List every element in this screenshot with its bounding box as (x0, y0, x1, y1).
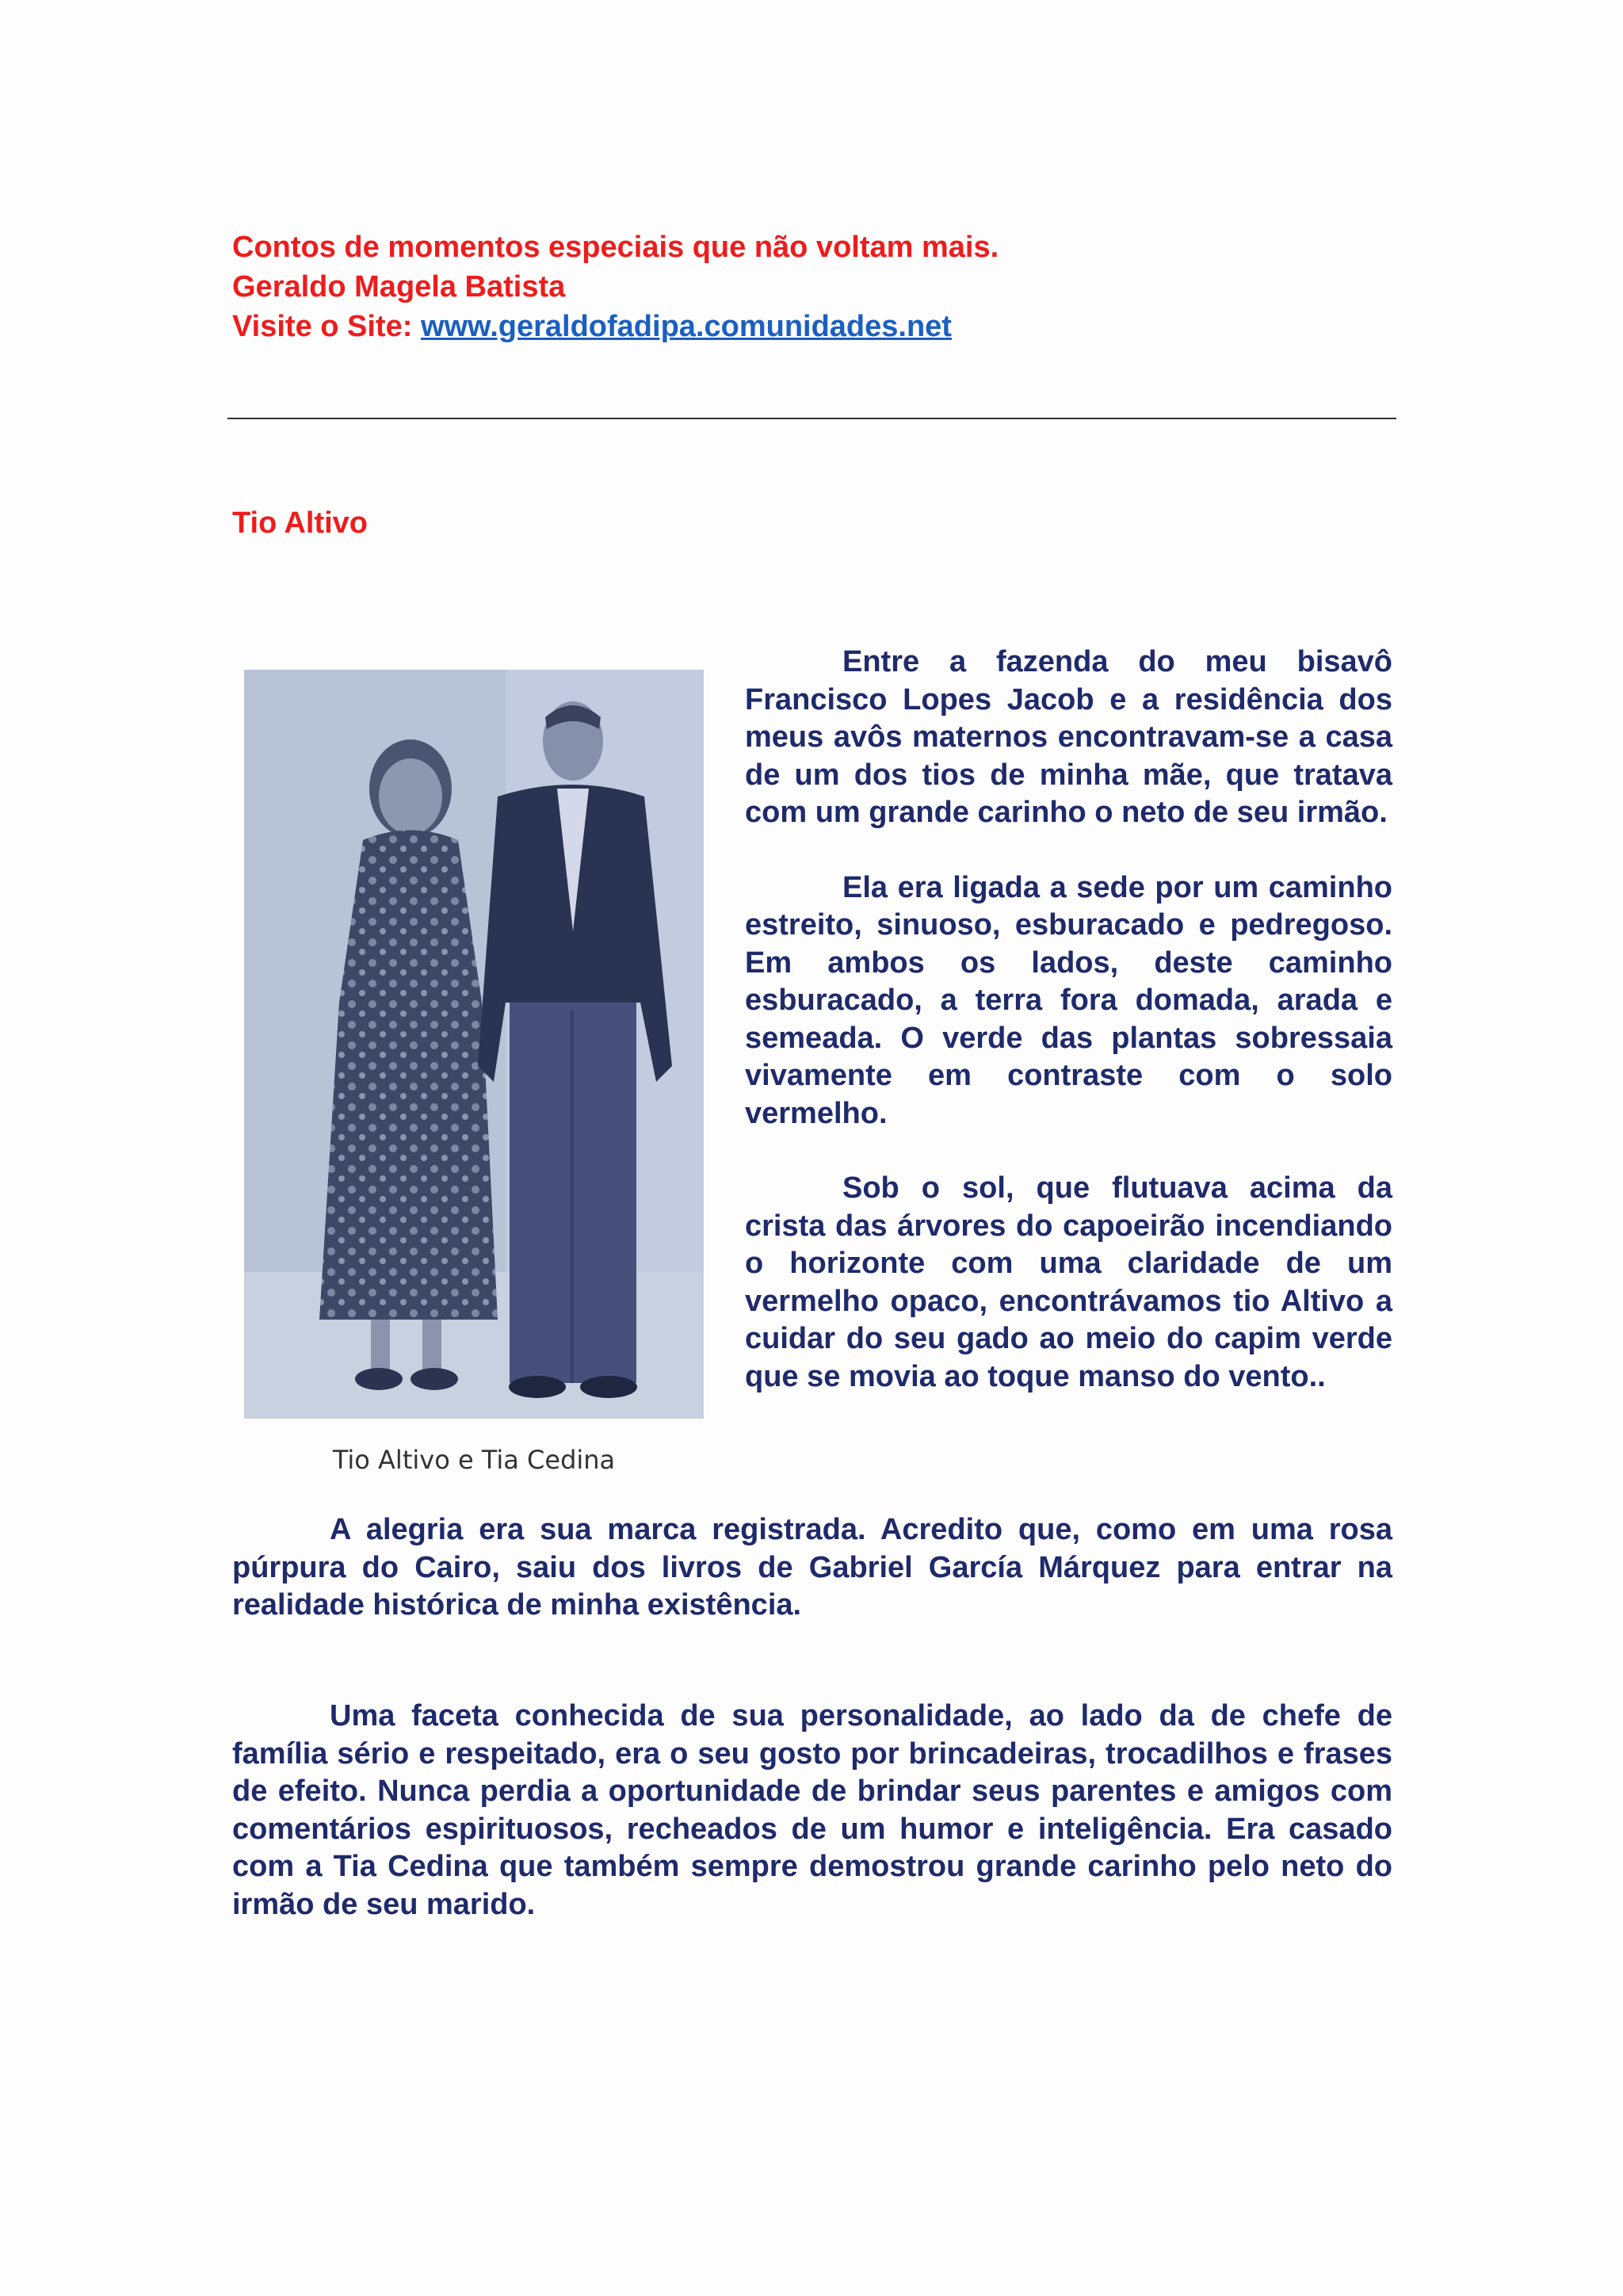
paragraph: Ela era ligada a sede por um caminho estreito, sinuoso, esburacado e pedregoso. Em ambos os lados, deste caminho esburacado, a terra fora domada, arada e semeada. O verde das plantas sobressaia vivamente em contraste com o solo vermelho. (745, 870, 1392, 1130)
portrait-photo-illustration (244, 670, 704, 1419)
paragraph: A alegria era sua marca registrada. Acredito que, como em uma rosa púrpura do Cairo, saiu dos livros de Gabriel García Márquez para entrar na realidade histórica de minha existência. (232, 1513, 1392, 1622)
paragraph: Uma faceta conhecida de sua personalidade, ao lado da de chefe de família sério e respeitado, era o seu gosto por brincadeiras, trocadilhos e frases de efeito. Nunca perdia a oportunidade de brindar seus parentes e amigos com comentários espirituosos, recheados de um humor e inteligência. Era casado com a Tia Cedina que também sempre demostrou grande carinho pelo neto do irmão de seu marido. (232, 1699, 1392, 1921)
paragraph: Sob o sol, que flutuava acima da crista das árvores do capoeirão incendiando o horizonte com uma claridade de um vermelho opaco, encontrávamos tio Altivo a cuidar do seu gado ao meio do capim verde que se movia ao toque manso do vento.. (745, 1171, 1392, 1393)
full-width-paragraph-block (232, 1511, 1392, 1625)
author-name: Geraldo Magela Batista (232, 270, 566, 304)
portrait-photo (244, 670, 704, 1419)
story-title: Tio Altivo (232, 506, 368, 540)
collection-title: Contos de momentos especiais que não voltam mais. (232, 231, 999, 264)
document-header (232, 227, 1421, 346)
full-width-paragraph-block (232, 1698, 1392, 1924)
right-column-text (745, 644, 1392, 1433)
site-link[interactable]: www.geraldofadipa.comunidades.net (420, 310, 952, 343)
site-label: Visite o Site: (232, 310, 413, 343)
paragraph: Entre a fazenda do meu bisavô Francisco Lopes Jacob e a residência dos meus avôs maternos encontravam-se a casa de um dos tios de minha mãe, que tratava com um grande carinho o neto de seu irmão. (745, 645, 1392, 829)
horizontal-rule (227, 418, 1396, 419)
site-line (232, 307, 1421, 346)
photo-caption: Tio Altivo e Tia Cedina (332, 1445, 616, 1475)
